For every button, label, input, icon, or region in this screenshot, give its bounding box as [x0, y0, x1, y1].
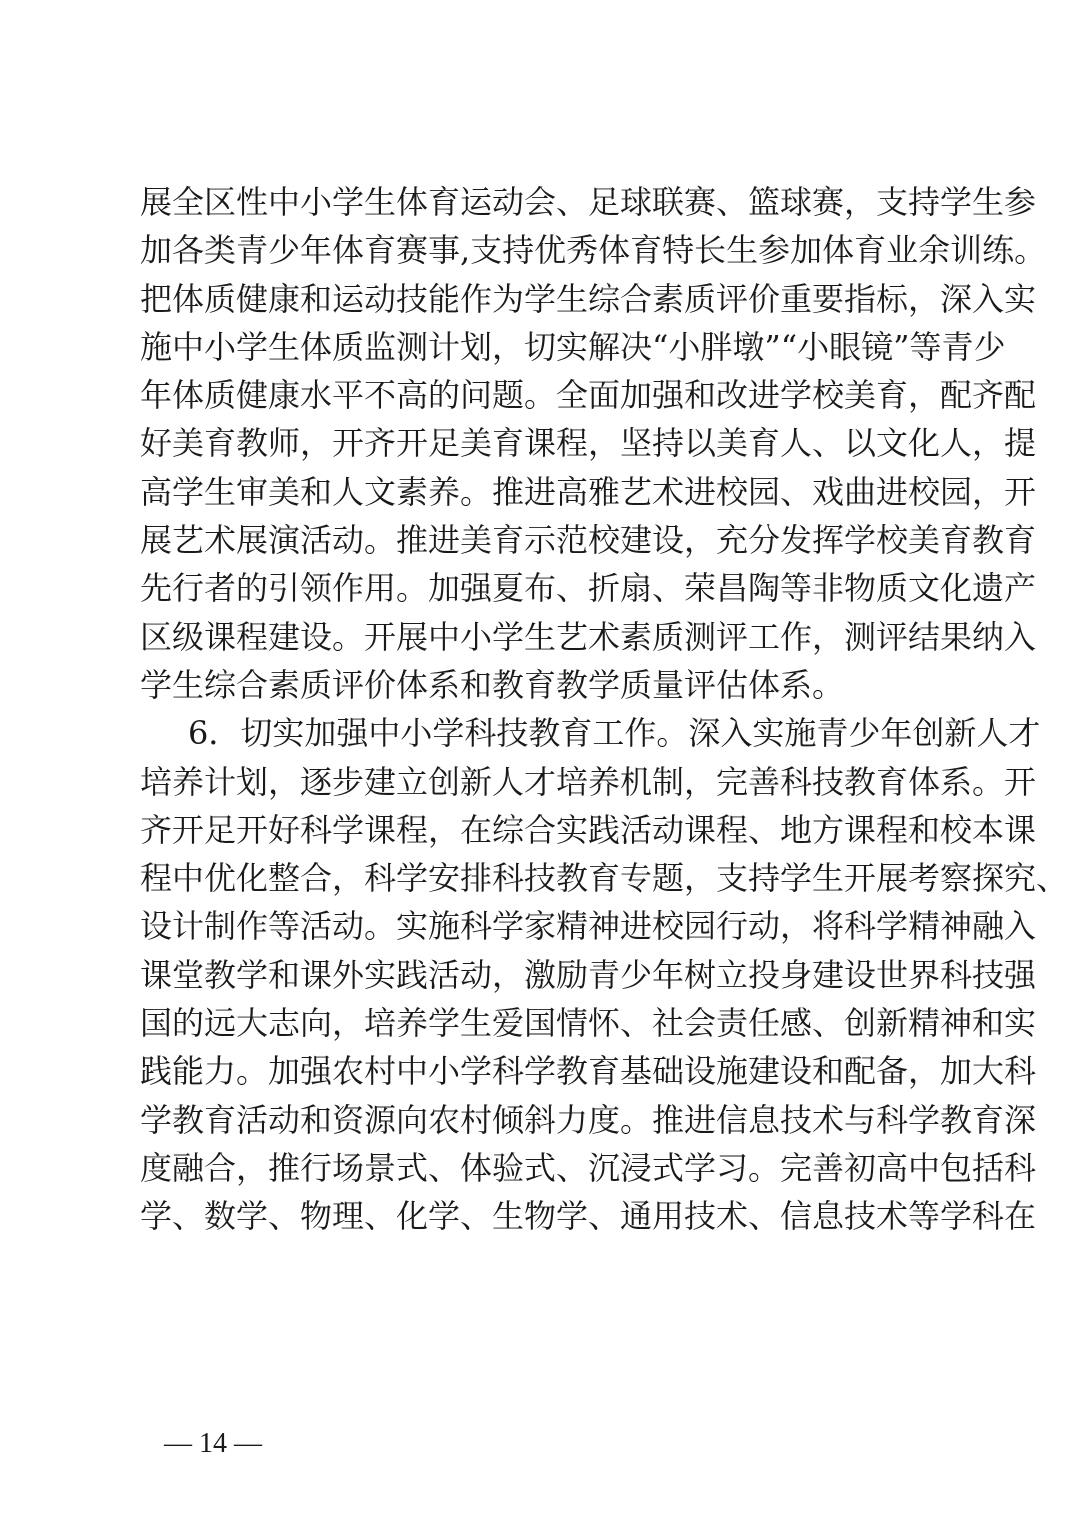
text-line: 年体质健康水平不高的问题。全面加强和改进学校美育，配齐配	[140, 376, 1037, 415]
text-line: 好美育教师，开齐开足美育课程，坚持以美育人、以文化人，提	[140, 424, 1037, 463]
text-line: 度融合，推行场景式、体验式、沉浸式学习。完善初高中包括科	[140, 1148, 1037, 1187]
text-line: 6．切实加强中小学科技教育工作。深入实施青少年创新人才	[188, 714, 1041, 753]
text-line: 培养计划，逐步建立创新人才培养机制，完善科技教育体系。开	[140, 762, 1037, 801]
text-line: 课堂教学和课外实践活动，激励青少年树立投身建设世界科技强	[140, 955, 1037, 994]
document-body	[140, 178, 1069, 1241]
text-line: 展全区性中小学生体育运动会、足球联赛、篮球赛，支持学生参	[140, 183, 1037, 221]
text-line: 高学生审美和人文素养。推进高雅艺术进校园、戏曲进校园，开	[140, 472, 1037, 511]
text-line: 践能力。加强农村中小学科学教育基础设施建设和配备，加大科	[140, 1052, 1037, 1091]
paragraph-science-education	[140, 709, 1069, 1240]
text-line: 设计制作等活动。实施科学家精神进校园行动，将科学精神融入	[140, 907, 1037, 946]
text-line: 施中小学生体质监测计划，切实解决“小胖墩”“小眼镜”等青少	[140, 327, 1006, 366]
page-number: — 14 —	[164, 1428, 262, 1459]
text-line: 齐开足开好科学课程，在综合实践活动课程、地方课程和校本课	[140, 810, 1037, 849]
text-line: 区级课程建设。开展中小学生艺术素质测评工作，测评结果纳入	[140, 617, 1037, 656]
paragraph-arts-sports	[140, 178, 1047, 709]
text-line: 学生综合素质评价体系和教育教学质量评估体系。	[140, 665, 845, 704]
text-line: 国的远大志向，培养学生爱国情怀、社会责任感、创新精神和实	[140, 1004, 1037, 1043]
text-line: 展艺术展演活动。推进美育示范校建设，充分发挥学校美育教育	[140, 521, 1037, 560]
text-line: 程中优化整合，科学安排科技教育专题，支持学生开展考察探究、	[140, 859, 1069, 898]
text-line: 先行者的引领作用。加强夏布、折扇、荣昌陶等非物质文化遗产	[140, 569, 1037, 608]
text-line: 把体质健康和运动技能作为学生综合素质评价重要指标，深入实	[140, 279, 1037, 318]
text-line: 学、数学、物理、化学、生物学、通用技术、信息技术等学科在	[140, 1197, 1037, 1236]
text-line: 加各类青少年体育赛事,支持优秀体育特长生参加体育业余训练。	[140, 231, 1047, 270]
text-line: 学教育活动和资源向农村倾斜力度。推进信息技术与科学教育深	[140, 1100, 1037, 1139]
